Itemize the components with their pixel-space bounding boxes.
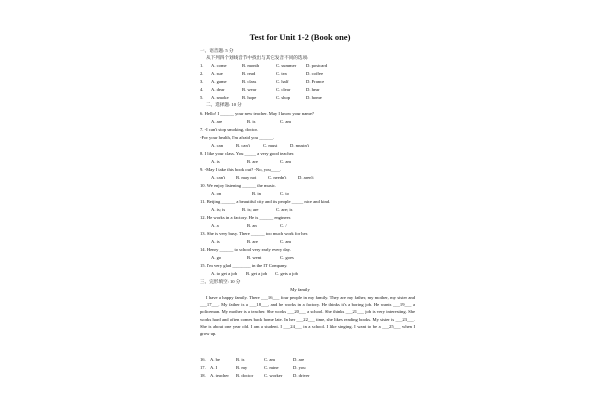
cloze-passage: I have a happy family. There ___16___ four people in my family. They are my father, my mother, my sister and ___17___. My father is a ___18___, and he works in a factory. He thinks it's a boring job. He wants ___19___ a policeman. My mother is a teacher. She works ___20___ a school. She thinks ___21___ job is very interesting. She works hard and often comes back home late. In her ___22___ time, she likes reading books. My sister is ___23___. She is about one year old. I am a student. I ___24___ in a school. I like singing. I want to be a ___25___ when I grow up. xyxy=(200,295,415,337)
question-number: 16. xyxy=(200,357,206,362)
question-number: 18. xyxy=(200,373,206,378)
option-a: A. game xyxy=(211,79,227,84)
question-number: 1. xyxy=(200,63,204,68)
option-c: C. summer xyxy=(276,63,297,68)
option-a: A. come xyxy=(211,63,227,68)
question-number: 2. xyxy=(200,71,204,76)
q7-option-a: A. can xyxy=(211,143,223,148)
q7-option-c: C. must xyxy=(263,143,278,148)
option-c: C. tea xyxy=(276,71,287,76)
q12-option-c: C. / xyxy=(280,223,287,228)
option-b: B. month xyxy=(242,63,260,68)
question-7-line2: -For your health, I'm afraid you ______. xyxy=(200,135,275,140)
question-number: 4. xyxy=(200,87,204,92)
option-c: C. mine xyxy=(264,365,279,370)
option-c: C. worker xyxy=(264,373,283,378)
option-c: C. am xyxy=(264,357,275,362)
section2-heading: 二、选择题: 10 分 xyxy=(206,102,242,107)
q15-option-a: A. to get a job xyxy=(211,271,238,276)
q15-option-c: C. gets a job xyxy=(275,271,298,276)
option-c: C. clear xyxy=(276,87,291,92)
question-11: 11. Beijing ______ a beautiful city and its people _____ nice and kind. xyxy=(200,199,331,204)
option-c: C. half xyxy=(276,79,289,84)
option-a: A. smoke xyxy=(211,95,229,100)
option-d: D. hear xyxy=(306,87,320,92)
q14-option-b: B. went xyxy=(247,255,262,260)
q11-option-b: B. is; are xyxy=(242,207,259,212)
q8-option-c: C. am xyxy=(280,159,291,164)
q6-option-c: C. am xyxy=(280,119,291,124)
option-a: A. I xyxy=(210,365,218,370)
q7-option-d: D. mustn't xyxy=(290,143,309,148)
question-9: 9. -May I take this book out? -No, you____. xyxy=(200,167,282,172)
question-number: 17. xyxy=(200,365,206,370)
question-14: 14. Henry ______ to school very early every day. xyxy=(200,247,291,252)
q6-option-b: B. is xyxy=(247,119,256,124)
option-a: A. dear xyxy=(211,87,225,92)
option-d: D. you xyxy=(293,365,306,370)
section3-heading: 三、完形填空: 10 分 xyxy=(200,279,241,284)
option-b: B. class xyxy=(242,79,257,84)
q15-option-b: B. get a job xyxy=(246,271,268,276)
q9-option-a: A. can't xyxy=(211,175,226,180)
q12-option-b: B. an xyxy=(247,223,257,228)
option-d: D. driver xyxy=(293,373,310,378)
q10-option-a: A. on xyxy=(211,191,222,196)
question-13: 13. She is very busy. There ______ too much work for her. xyxy=(200,231,309,236)
q13-option-c: C. am xyxy=(280,239,291,244)
q11-option-c: C. are; is xyxy=(276,207,293,212)
question-15: 15. I'm very glad ________ in the IT Company. xyxy=(200,263,288,268)
option-d: D. are xyxy=(293,357,305,362)
question-12: 12. He works in a factory. He is ______ engineer. xyxy=(200,215,292,220)
option-b: B. doctor xyxy=(236,373,254,378)
question-number: 3. xyxy=(200,79,204,84)
passage-title: My family xyxy=(290,287,310,292)
page-title: Test for Unit 1-2 (Book one) xyxy=(249,32,351,42)
option-d: D. home xyxy=(306,95,322,100)
question-10: 10. We enjoy listening ______ the music. xyxy=(200,183,277,188)
option-d: D. postcard xyxy=(306,63,328,68)
q10-option-b: B. in xyxy=(252,191,261,196)
q6-option-a: A. are xyxy=(211,119,223,124)
question-8: 8. I like your class. You _____ a very good teacher. xyxy=(200,151,295,156)
option-c: C. shop xyxy=(276,95,291,100)
option-a: A. teacher xyxy=(210,373,229,378)
q8-option-b: B. are xyxy=(247,159,258,164)
question-6: 6. Hello! I ______ your new teacher. May I know your name? xyxy=(200,111,314,116)
option-a: A. be xyxy=(210,357,220,362)
q9-option-c: C. needn't xyxy=(268,175,287,180)
q9-option-b: B. may not xyxy=(236,175,257,180)
question-number: 5. xyxy=(200,95,204,100)
option-a: A. sue xyxy=(211,71,223,76)
option-b: B. wear xyxy=(242,87,257,92)
q12-option-a: A. a xyxy=(211,223,219,228)
q14-option-c: C. goes xyxy=(280,255,294,260)
q14-option-a: A. go xyxy=(211,255,222,260)
option-d: D. coffee xyxy=(306,71,324,76)
q13-option-b: B. are xyxy=(247,239,258,244)
q8-option-a: A. is xyxy=(211,159,220,164)
option-d: D. France xyxy=(306,79,325,84)
q11-option-a: A. is; is xyxy=(211,207,226,212)
option-b: B. read xyxy=(242,71,256,76)
q9-option-d: D. aren't xyxy=(298,175,314,180)
q10-option-c: C. to xyxy=(280,191,289,196)
q13-option-a: A. is xyxy=(211,239,220,244)
section1-heading: 一、语音题: 5 分 xyxy=(200,48,234,53)
section1-instruction: 从下列四个划线音节中找出与其它发音不同的选项: xyxy=(206,55,309,60)
q7-option-b: B. can't xyxy=(236,143,250,148)
option-b: B. hope xyxy=(242,95,257,100)
option-b: B. is xyxy=(236,357,245,362)
option-b: B. my xyxy=(236,365,248,370)
question-7: 7. -I can't stop smoking, doctor. xyxy=(200,127,258,132)
